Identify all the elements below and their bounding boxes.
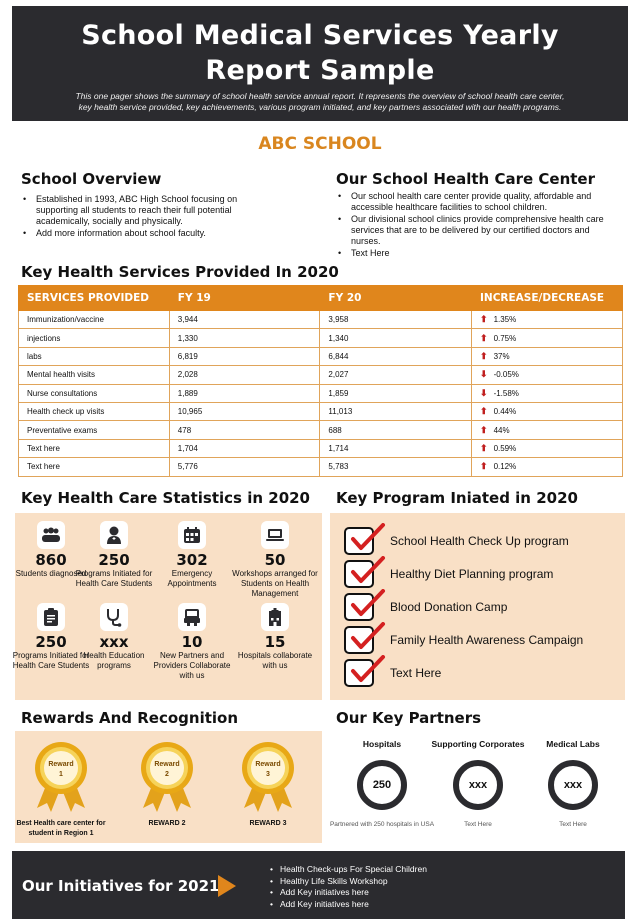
page-title: [12, 6, 628, 88]
ambulance-icon: [178, 603, 206, 631]
change-value: 0.44%: [493, 407, 517, 417]
table-cell: Text here: [19, 458, 170, 476]
overview-bullet: • Established in 1993, ABC High School focusing on supporting all students to reach their full potential academically, socially and physically.: [20, 194, 270, 227]
table-cell: 1,714: [320, 439, 472, 457]
program-item: [344, 659, 441, 687]
initiative-item: • Health Check-ups For Special Children: [270, 864, 427, 876]
program-label: Family Health Awareness Campaign: [390, 633, 584, 647]
initiative-item: • Healthy Life Skills Workshop: [270, 876, 427, 888]
table-cell: labs: [19, 347, 170, 365]
checkmark-icon: [350, 523, 386, 553]
health-center-bullet: • Text Here: [335, 248, 620, 259]
arrow-up-icon: ⬆: [480, 406, 488, 417]
school-name: ABC SCHOOL: [258, 134, 382, 154]
medal-badge-text: Reward: [255, 761, 281, 768]
reward-item: [6, 740, 116, 839]
health-center-title: Our School Health Care Center: [336, 170, 595, 188]
reward-label: REWARD 3: [249, 820, 287, 827]
table-cell: 688: [320, 421, 472, 439]
table-cell: 2,027: [320, 366, 472, 384]
stat-item: [230, 603, 320, 671]
reward-item: [213, 740, 323, 829]
table-cell: 3,944: [169, 311, 320, 329]
initiatives-banner: [12, 851, 625, 919]
table-cell: 5,783: [320, 458, 472, 476]
stat-value: 302: [176, 551, 208, 569]
partner-heading: Hospitals: [362, 739, 402, 749]
arrow-up-icon: ⬆: [480, 314, 488, 325]
page-subtitle: [12, 91, 628, 113]
table-row: [19, 439, 623, 457]
change-cell: [472, 384, 623, 402]
stat-value: 250: [98, 551, 130, 569]
table-cell: 11,013: [320, 402, 472, 420]
stat-label: Programs Initiated for Health Care Students: [12, 651, 90, 670]
medal-icon: [238, 740, 298, 812]
services-title: Key Health Services Provided In 2020: [21, 263, 339, 281]
change-cell: [472, 458, 623, 476]
table-cell: 478: [169, 421, 320, 439]
program-item: [344, 626, 583, 654]
initiatives-list: [270, 864, 427, 910]
program-item: [344, 560, 553, 588]
change-cell: [472, 421, 623, 439]
partner-ring: xxx: [548, 760, 598, 810]
table-cell: 1,889: [169, 384, 320, 402]
table-row: [19, 458, 623, 476]
initiative-item: • Add Key initiatives here: [270, 899, 427, 911]
stat-item: [69, 603, 159, 671]
change-cell: [472, 311, 623, 329]
table-cell: 1,859: [320, 384, 472, 402]
table-row: [19, 384, 623, 402]
medal-number: 2: [165, 771, 169, 778]
table-cell: 10,965: [169, 402, 320, 420]
change-value: 0.75%: [493, 333, 517, 343]
partner-ring: xxx: [453, 760, 503, 810]
initiative-item: • Add Key initiatives here: [270, 887, 427, 899]
programs-title: Key Program Iniated in 2020: [336, 489, 578, 507]
stat-label: Hospitals collaborate with us: [237, 651, 313, 670]
arrow-up-icon: ⬆: [480, 332, 488, 343]
medal-badge-text: Reward: [48, 761, 74, 768]
group-icon: [37, 521, 65, 549]
partner-heading: Medical Labs: [546, 739, 600, 749]
table-row: [19, 311, 623, 329]
checkbox-icon: [344, 626, 374, 654]
arrow-down-icon: ⬇: [480, 387, 488, 398]
services-table: [18, 285, 623, 477]
change-value: 1.35%: [493, 315, 517, 325]
program-label: Text Here: [390, 666, 442, 680]
table-cell: Health check up visits: [19, 402, 170, 420]
arrow-up-icon: ⬆: [480, 442, 488, 453]
overview-title: School Overview: [21, 170, 162, 188]
table-row: [19, 347, 623, 365]
change-cell: [472, 347, 623, 365]
table-row: [19, 329, 623, 347]
stat-label: New Partners and Providers Collaborate with us: [153, 651, 231, 680]
stat-value: xxx: [99, 633, 129, 651]
change-value: -0.05%: [493, 370, 519, 380]
stat-value: 50: [264, 551, 286, 569]
table-row: [19, 421, 623, 439]
health-center-list: [335, 191, 620, 260]
table-cell: injections: [19, 329, 170, 347]
stat-label: Emergency Appointments: [167, 569, 217, 588]
laptop-icon: [261, 521, 289, 549]
table-cell: 2,028: [169, 366, 320, 384]
clipboard-icon: [37, 603, 65, 631]
stat-value: 860: [35, 551, 67, 569]
change-cell: [472, 366, 623, 384]
overview-list: [20, 194, 270, 240]
partner-heading: Supporting Corporates: [431, 739, 525, 749]
checkbox-icon: [344, 527, 374, 555]
change-value: 0.59%: [493, 443, 517, 453]
stat-item: [230, 521, 320, 599]
checkmark-icon: [350, 556, 386, 586]
checkmark-icon: [350, 589, 386, 619]
medal-icon: [31, 740, 91, 812]
arrow-up-icon: ⬆: [480, 424, 488, 435]
stat-label: Programs Initiated for Health Care Students: [75, 569, 153, 588]
table-cell: 6,819: [169, 347, 320, 365]
change-cell: [472, 329, 623, 347]
table-cell: Text here: [19, 439, 170, 457]
change-value: 0.12%: [493, 462, 517, 472]
program-label: Blood Donation Camp: [390, 600, 508, 614]
program-label: School Health Check Up program: [390, 534, 569, 548]
program-item: [344, 593, 507, 621]
calendar-icon: [178, 521, 206, 549]
stethoscope-icon: [100, 603, 128, 631]
change-value: 37%: [493, 351, 510, 361]
table-cell: Immunization/vaccine: [19, 311, 170, 329]
table-row: [19, 366, 623, 384]
program-item: [344, 527, 569, 555]
services-table-body: [19, 311, 623, 477]
arrow-down-icon: ⬇: [480, 369, 488, 380]
checkmark-icon: [350, 622, 386, 652]
column-header: FY 20: [320, 286, 472, 311]
reward-label: REWARD 2: [148, 820, 186, 827]
table-cell: 1,704: [169, 439, 320, 457]
change-cell: [472, 439, 623, 457]
table-header-row: [19, 286, 623, 311]
overview-bullet: • Add more information about school faculty.: [20, 228, 270, 239]
program-label: Healthy Diet Planning program: [390, 567, 554, 581]
stat-label: Workshops arranged for Students on Health Management: [232, 569, 318, 598]
stat-item: [69, 521, 159, 589]
initiatives-title: Our Initiatives for 2021: [22, 877, 220, 895]
stat-value: 250: [35, 633, 67, 651]
doctor-icon: [100, 521, 128, 549]
table-cell: 5,776: [169, 458, 320, 476]
medal-number: 3: [266, 771, 270, 778]
partner-item: [327, 739, 437, 829]
hospital-icon: [261, 603, 289, 631]
medal-icon: [137, 740, 197, 812]
stat-item: [147, 521, 237, 589]
stat-value: 15: [264, 633, 286, 651]
title-line-1: School Medical Services Yearly: [81, 20, 559, 51]
subtitle-line-1: This one pager shows the summary of school health service annual report. It represents the overview of school health care center,: [75, 91, 565, 101]
partner-ring: 250: [357, 760, 407, 810]
table-row: [19, 402, 623, 420]
partners-title: Our Key Partners: [336, 709, 482, 727]
table-cell: 6,844: [320, 347, 472, 365]
reward-item: [112, 740, 222, 829]
header-banner: [12, 6, 628, 121]
column-header: SERVICES PROVIDED: [19, 286, 170, 311]
statistics-title: Key Health Care Statistics in 2020: [21, 489, 310, 507]
change-value: -1.58%: [493, 388, 519, 398]
health-center-bullet: • Our divisional school clinics provide comprehensive health care services that are to be delivered by our certified doctors and nurses.: [335, 214, 620, 247]
stat-label: Students diagnosed: [15, 569, 87, 578]
play-arrow-icon: [218, 875, 236, 897]
change-value: 44%: [493, 425, 510, 435]
stat-item: [147, 603, 237, 681]
table-cell: Nurse consultations: [19, 384, 170, 402]
partner-description: Partnered with 250 hospitals in USA: [329, 821, 435, 828]
stat-value: 10: [181, 633, 203, 651]
medal-badge-text: Reward: [154, 761, 180, 768]
table-cell: 3,958: [320, 311, 472, 329]
reward-label: Best Health care center for student in Region 1: [16, 820, 106, 837]
table-cell: 1,340: [320, 329, 472, 347]
column-header: INCREASE/DECREASE: [472, 286, 623, 311]
medal-number: 1: [59, 771, 63, 778]
partner-item: [423, 739, 533, 829]
column-header: FY 19: [169, 286, 320, 311]
rewards-title: Rewards And Recognition: [21, 709, 239, 727]
checkbox-icon: [344, 560, 374, 588]
checkbox-icon: [344, 659, 374, 687]
arrow-up-icon: ⬆: [480, 350, 488, 361]
checkbox-icon: [344, 593, 374, 621]
stat-label: Health Education programs: [83, 651, 145, 670]
arrow-up-icon: ⬆: [480, 461, 488, 472]
subtitle-line-2: key health service provided, key achievements, various program initiated, and key partners associated with our health programs.: [78, 102, 562, 112]
change-cell: [472, 402, 623, 420]
table-cell: Mental health visits: [19, 366, 170, 384]
table-cell: Preventative exams: [19, 421, 170, 439]
health-center-bullet: • Our school health care center provide quality, affordable and accessible healthcare facilities to school children.: [335, 191, 620, 213]
title-line-2: Report Sample: [205, 55, 435, 86]
checkmark-icon: [350, 655, 386, 685]
partner-item: [518, 739, 628, 829]
partner-description: Text Here: [559, 821, 587, 828]
partner-description: Text Here: [464, 821, 492, 828]
table-cell: 1,330: [169, 329, 320, 347]
